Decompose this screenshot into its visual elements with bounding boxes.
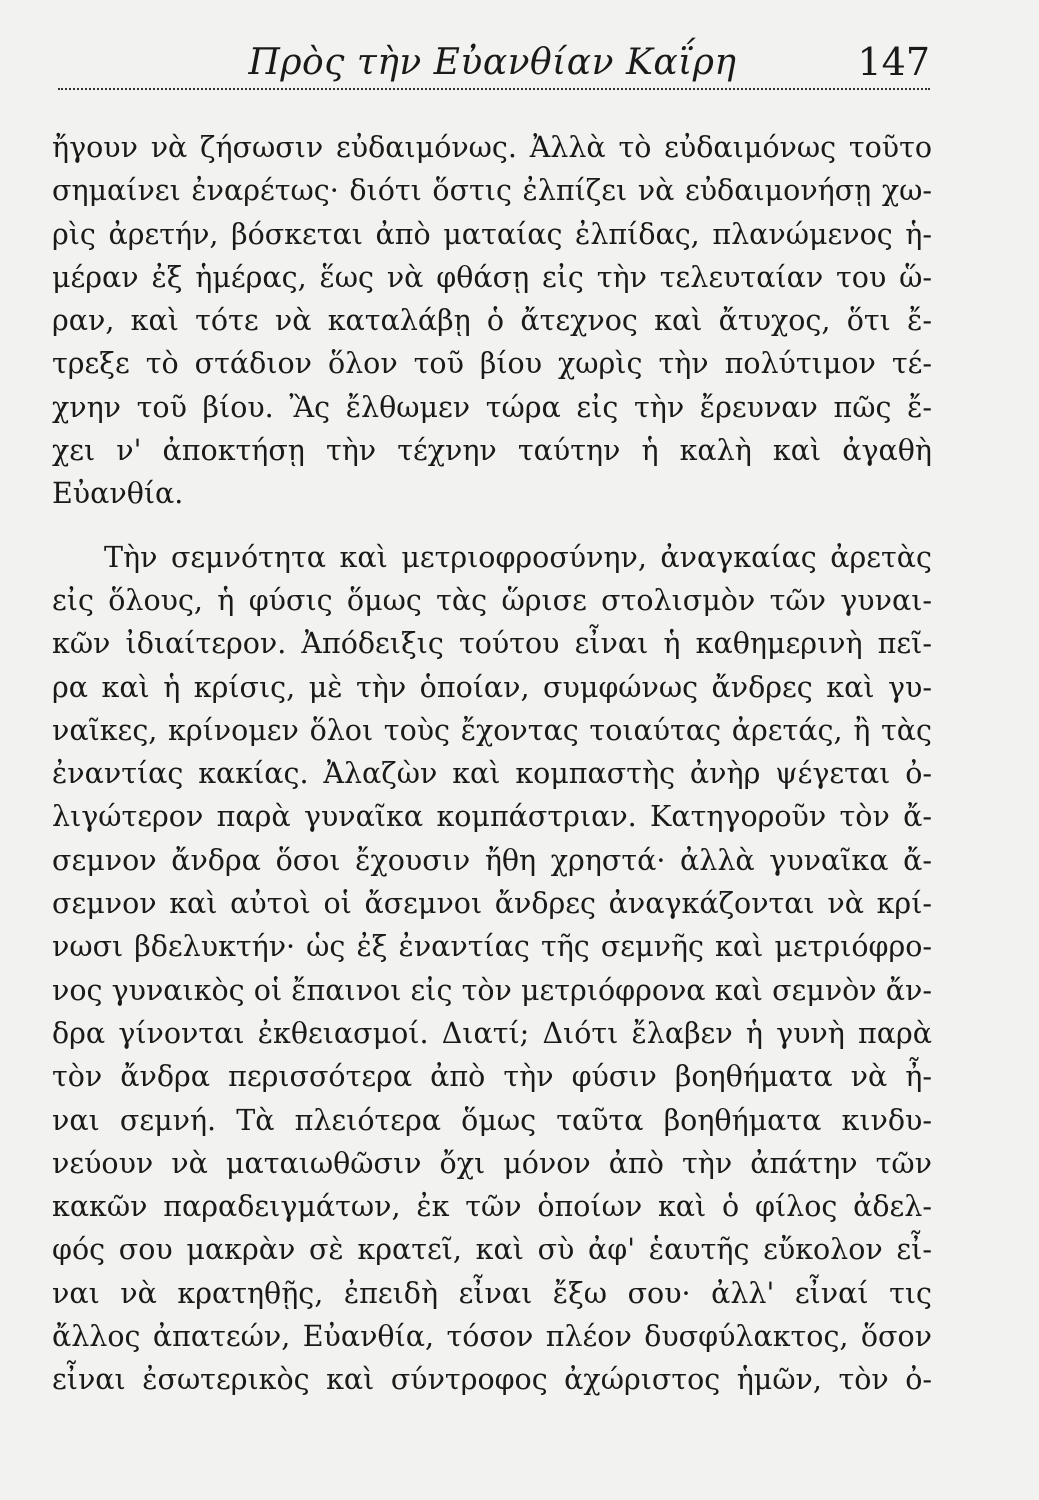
text-line: εἶναι ἐσωτερικὸς καὶ σύντροφος ἀχώριστος ἡμῶν, τὸν ὀ- [52, 1363, 932, 1397]
text-line: τρεξε τὸ στάδιον ὅλον τοῦ βίου χωρὶς τὴν πολύτιμον τέ- [52, 347, 932, 381]
text-line: μέραν ἐξ ἡμέρας, ἕως νὰ φθάσῃ εἰς τὴν τελευταίαν του ὥ- [52, 260, 932, 294]
text-line: ναι νὰ κρατηθῇς, ἐπειδὴ εἶναι ἔξω σου· ἀλλ' εἶναί τις [52, 1276, 932, 1310]
text-line: ραν, καὶ τότε νὰ καταλάβῃ ὁ ἄτεχνος καὶ ἄτυχος, ὅτι ἔ- [52, 304, 932, 338]
text-line: λιγώτερον παρὰ γυναῖκα κομπάστριαν. Κατηγοροῦν τὸν ἄ- [52, 800, 932, 834]
text-line: τὸν ἄνδρα περισσότερα ἀπὸ τὴν φύσιν βοηθήματα νὰ ἦ- [52, 1060, 932, 1094]
paragraph [52, 126, 932, 516]
text-line: ρα καὶ ἡ κρίσις, μὲ τὴν ὁποίαν, συμφώνως ἄνδρες καὶ γυ- [52, 670, 932, 704]
text-line: χει ν' ἀποκτήσῃ τὴν τέχνην ταύτην ἡ καλὴ καὶ ἀγαθὴ [52, 434, 932, 468]
text-line: κακῶν παραδειγμάτων, ἐκ τῶν ὁποίων καὶ ὁ φίλος ἀδελ- [52, 1190, 932, 1224]
text-line: χνην τοῦ βίου. Ἂς ἔλθωμεν τώρα εἰς τὴν ἔρευναν πῶς ἔ- [52, 390, 932, 424]
text-line: ρὶς ἀρετήν, βόσκεται ἀπὸ ματαίας ἐλπίδας, πλανώμενος ἡ- [52, 217, 932, 251]
text-line: νεύουν νὰ ματαιωθῶσιν ὄχι μόνον ἀπὸ τὴν ἀπάτην τῶν [52, 1146, 932, 1180]
text-line: νωσι βδελυκτήν· ὡς ἐξ ἐναντίας τῆς σεμνῆς καὶ μετριόφρο- [52, 930, 932, 964]
text-line: σημαίνει ἐναρέτως· διότι ὅστις ἐλπίζει νὰ εὐδαιμονήσῃ χω- [52, 174, 932, 208]
text-line: φός σου μακρὰν σὲ κρατεῖ, καὶ σὺ ἀφ' ἑαυτῆς εὔκολον εἶ- [52, 1233, 932, 1267]
text-line: εἰς ὅλους, ἡ φύσις ὅμως τὰς ὥρισε στολισμὸν τῶν γυναι- [52, 583, 932, 617]
page-number: 147 [857, 40, 930, 84]
text-line: ἤγουν νὰ ζήσωσιν εὐδαιμόνως. Ἀλλὰ τὸ εὐδαιμόνως τοῦτο [52, 131, 932, 164]
text-line: ἐναντίας κακίας. Ἀλαζὼν καὶ κομπαστὴς ἀνὴρ ψέγεται ὀ- [52, 757, 932, 791]
body-text [52, 126, 932, 1402]
page-header [55, 30, 930, 90]
text-line: ἄλλος ἀπατεών, Εὐανθία, τόσον πλέον δυσφύλακτος, ὅσον [52, 1320, 932, 1354]
text-line: σεμνον καὶ αὐτοὶ οἱ ἄσεμνοι ἄνδρες ἀναγκάζονται νὰ κρί- [52, 887, 932, 921]
paragraph-gap [52, 516, 932, 536]
header-rule [58, 88, 930, 90]
text-line: δρα γίνονται ἐκθειασμοί. Διατί; Διότι ἔλαβεν ἡ γυνὴ παρὰ [52, 1016, 932, 1050]
text-line: Τὴν σεμνότητα καὶ μετριοφροσύνην, ἀναγκαίας ἀρετὰς [104, 540, 932, 574]
text-line: ναι σεμνή. Τὰ πλειότερα ὅμως ταῦτα βοηθήματα κινδυ- [52, 1103, 932, 1137]
paragraph [52, 536, 932, 1402]
text-line: νος γυναικὸς οἱ ἔπαινοι εἰς τὸν μετριόφρονα καὶ σεμνὸν ἄν- [52, 973, 932, 1007]
text-line: ναῖκες, κρίνομεν ὅλοι τοὺς ἔχοντας τοιαύτας ἀρετάς, ἢ τὰς [52, 713, 932, 747]
running-title: Πρὸς τὴν Εὐανθίαν Καΐρη [248, 42, 737, 83]
text-line: σεμνον ἄνδρα ὅσοι ἔχουσιν ἤθη χρηστά· ἀλλὰ γυναῖκα ἄ- [52, 843, 932, 877]
text-line: Εὐανθία. [52, 477, 184, 511]
text-line: κῶν ἰδιαίτερον. Ἀπόδειξις τούτου εἶναι ἡ καθημερινὴ πεῖ- [52, 627, 932, 661]
